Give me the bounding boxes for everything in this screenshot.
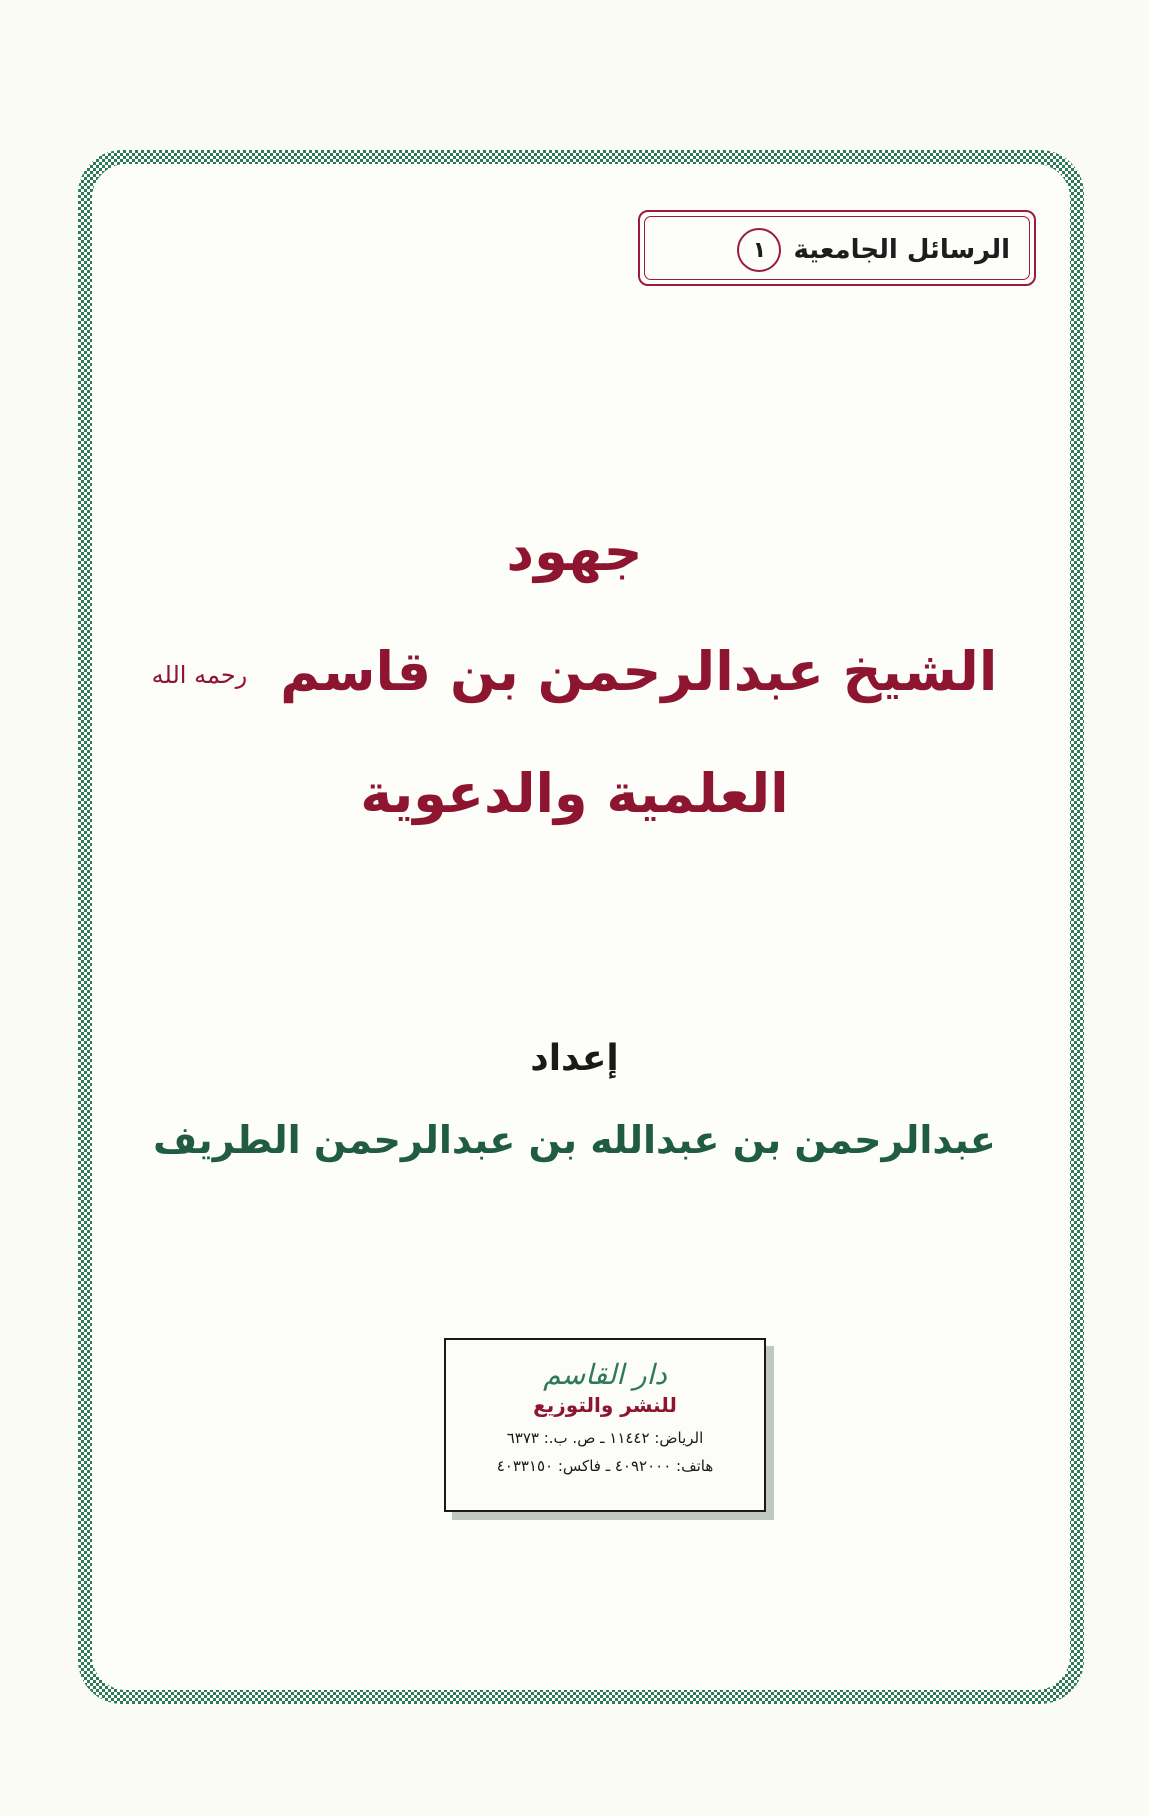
publisher-address: الرياض: ١١٤٤٢ ـ ص. ب.: ٦٣٧٣ <box>506 1429 704 1447</box>
prepared-by-label: إعداد <box>530 1038 619 1079</box>
publisher-subtitle: للنشر والتوزيع <box>533 1393 677 1417</box>
publisher-contact: هاتف: ٤٠٩٢٠٠٠ ـ فاكس: ٤٠٣٣١٥٠ <box>496 1457 714 1475</box>
series-label-box <box>638 210 1036 286</box>
title-line-1: جهود <box>506 520 643 583</box>
title-line-3: العلمية والدعوية <box>360 762 789 825</box>
honorific: رحمه الله <box>151 661 248 690</box>
series-number: ١ <box>737 228 781 272</box>
series-label: الرسائل الجامعية <box>793 235 1010 265</box>
publisher-logo: دار القاسم <box>543 1358 667 1391</box>
author-name: عبدالرحمن بن عبدالله بن عبدالرحمن الطريف <box>153 1118 996 1162</box>
title-line-2-row <box>0 640 1149 703</box>
title-line-2: الشيخ عبدالرحمن بن قاسم <box>280 640 998 703</box>
publisher-box <box>444 1338 766 1512</box>
series-label-row <box>737 228 1010 272</box>
